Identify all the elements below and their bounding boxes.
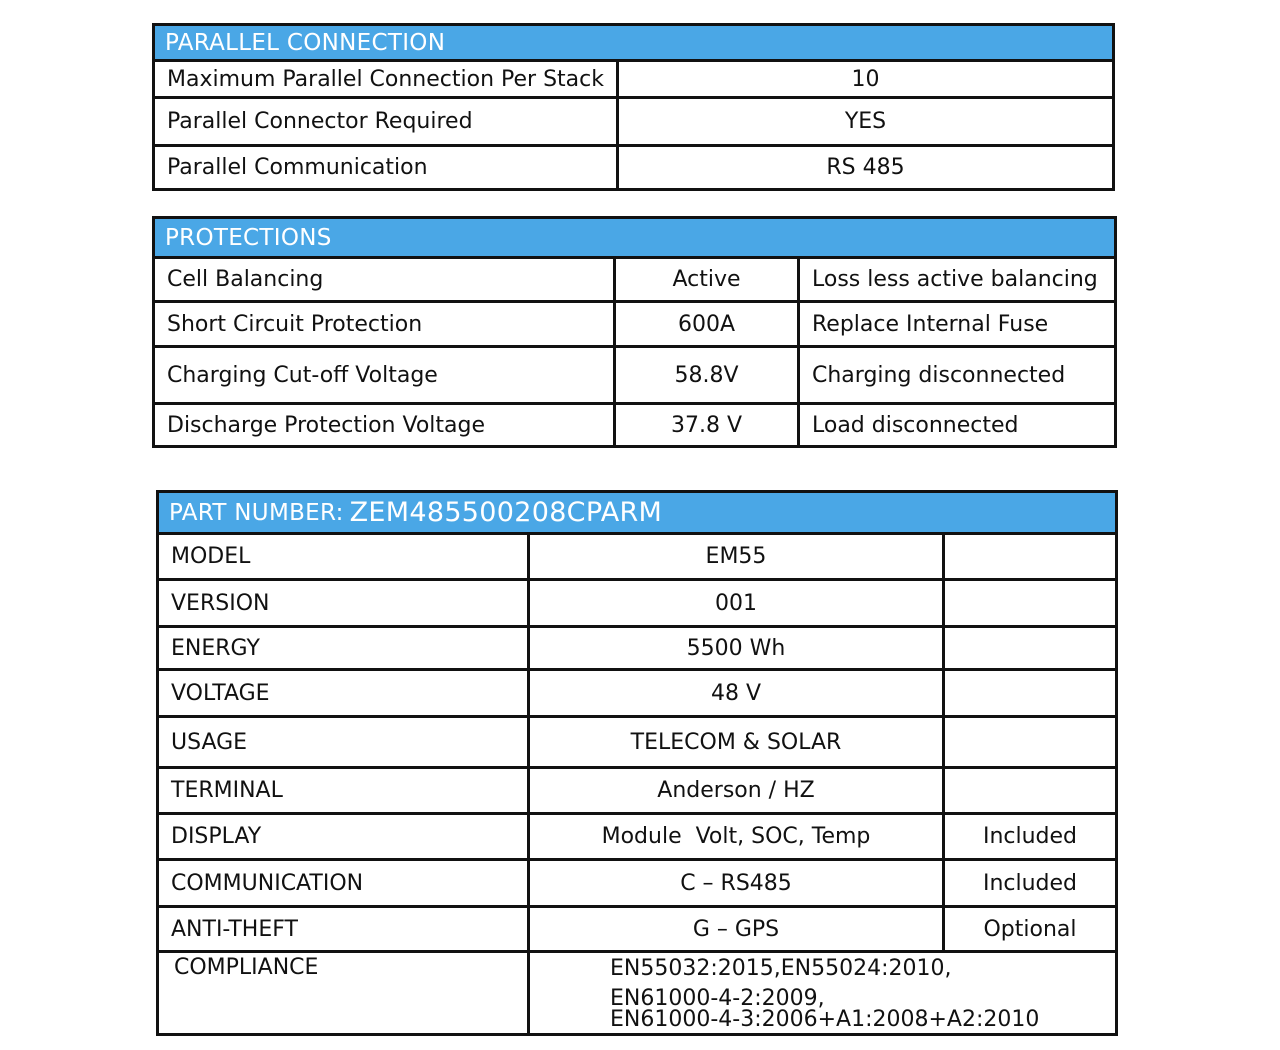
row-extra: Included (942, 815, 1115, 858)
table-row (159, 718, 1115, 769)
row-label: Parallel Communication (167, 155, 428, 180)
row-value: YES (616, 99, 1112, 144)
compliance-line: EN61000-4-2:2009, (610, 986, 825, 1011)
row-extra (942, 769, 1115, 812)
compliance-label: COMPLIANCE (174, 955, 319, 980)
part-number-header (159, 493, 1115, 535)
compliance-line: EN55032:2015,EN55024:2010, (610, 956, 952, 981)
row-value: TELECOM & SOLAR (527, 718, 942, 766)
row-extra (942, 628, 1115, 668)
part-number-label: PART NUMBER: (169, 499, 344, 526)
row-value: 10 (616, 62, 1112, 96)
row-label: Maximum Parallel Connection Per Stack (167, 66, 604, 92)
row-label: VERSION (171, 590, 270, 616)
row-label: Cell Balancing (167, 267, 324, 292)
compliance-line: EN61000-4-3:2006+A1:2008+A2:2010 (610, 1007, 1040, 1032)
row-extra (942, 718, 1115, 766)
row-note: Charging disconnected (797, 348, 1114, 402)
row-value: Anderson / HZ (527, 769, 942, 812)
table-row (155, 259, 1114, 303)
table-row (155, 405, 1114, 445)
row-value: 5500 Wh (527, 628, 942, 668)
row-value: EM55 (527, 535, 942, 578)
compliance-lines (530, 955, 1040, 1032)
table-row (155, 303, 1114, 348)
parallel-connection-header: PARALLEL CONNECTION (155, 26, 1112, 62)
row-value: 48 V (527, 671, 942, 715)
row-note: Loss less active balancing (797, 259, 1114, 300)
row-extra: Optional (942, 908, 1115, 950)
table-row (159, 815, 1115, 861)
row-label: Short Circuit Protection (167, 311, 423, 337)
part-number-value: ZEM485500208CPARM (349, 497, 663, 528)
row-value: 58.8V (613, 348, 797, 402)
row-extra: Included (942, 861, 1115, 905)
row-label: Parallel Connector Required (167, 109, 473, 134)
row-label: Charging Cut-off Voltage (167, 362, 438, 388)
table-row (159, 581, 1115, 628)
row-value: 600A (613, 303, 797, 345)
table-row (159, 628, 1115, 671)
table-row (155, 99, 1112, 147)
row-label: TERMINAL (171, 778, 283, 803)
compliance-values (527, 953, 1115, 1034)
row-value: G – GPS (527, 908, 942, 950)
row-note: Replace Internal Fuse (797, 303, 1114, 345)
row-value: Module Volt, SOC, Temp (527, 815, 942, 858)
row-value: Active (613, 259, 797, 300)
parallel-connection-table (152, 23, 1115, 191)
row-label: DISPLAY (171, 824, 262, 849)
table-row (155, 147, 1112, 188)
row-label: ANTI-THEFT (171, 916, 298, 942)
row-label: MODEL (171, 544, 251, 569)
table-row (159, 908, 1115, 953)
table-row (155, 348, 1114, 405)
table-row (155, 62, 1112, 99)
row-label: COMMUNICATION (171, 870, 364, 896)
part-number-table (156, 490, 1118, 1036)
row-extra (942, 535, 1115, 578)
row-label: USAGE (171, 729, 248, 755)
row-value: 37.8 V (613, 405, 797, 445)
protections-table (152, 216, 1117, 448)
table-row (159, 671, 1115, 718)
table-row (159, 861, 1115, 908)
row-note: Load disconnected (797, 405, 1114, 445)
row-value: 001 (527, 581, 942, 625)
row-extra (942, 671, 1115, 715)
row-label: ENERGY (171, 635, 260, 661)
table-row (159, 535, 1115, 581)
row-label: Discharge Protection Voltage (167, 412, 486, 438)
row-extra (942, 581, 1115, 625)
compliance-row (159, 953, 1115, 1034)
row-value: RS 485 (616, 147, 1112, 188)
row-label: VOLTAGE (171, 680, 270, 706)
protections-header: PROTECTIONS (155, 219, 1114, 259)
row-value: C – RS485 (527, 861, 942, 905)
table-row (159, 769, 1115, 815)
